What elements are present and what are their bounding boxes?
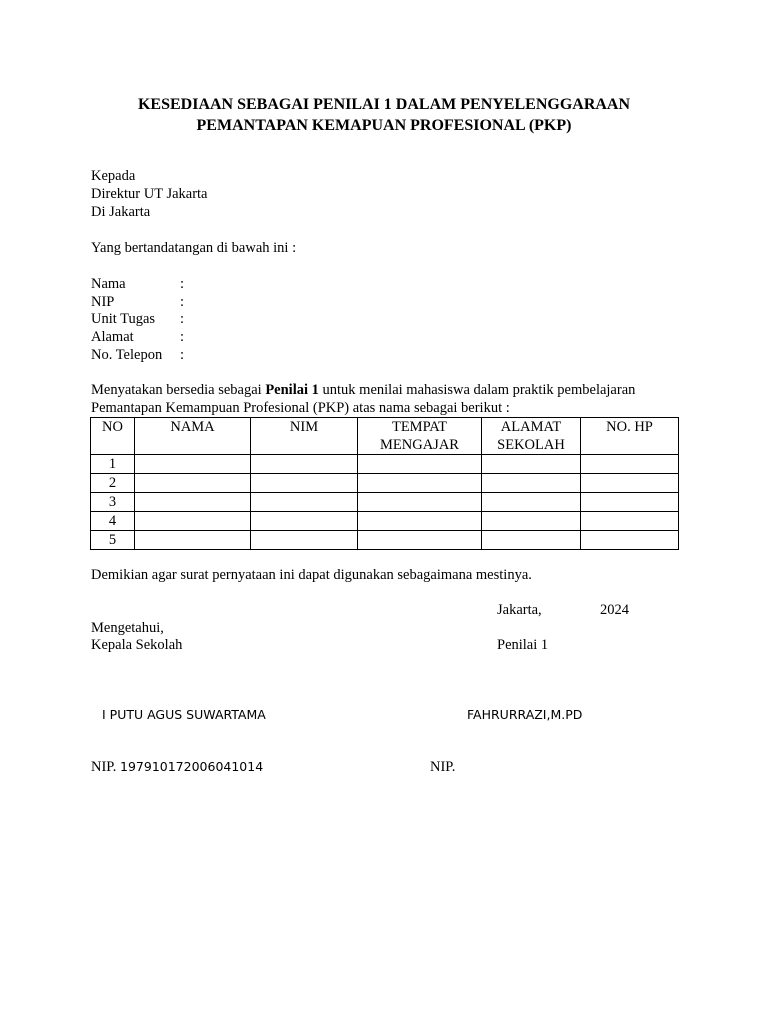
- recipient-line-3: Di Jakarta: [91, 204, 151, 220]
- row-number-cell: 1: [91, 455, 135, 474]
- field-colon-unit-tugas: :: [180, 311, 185, 327]
- tempat-cell: [358, 455, 482, 474]
- statement-line-2: Pemantapan Kemampuan Profesional (PKP) atas nama sebagai berikut :: [91, 400, 510, 416]
- nama-cell: [135, 474, 251, 493]
- field-label-nip: NIP: [91, 294, 115, 310]
- table-row: [91, 474, 679, 493]
- header-alamat-line-2: SEKOLAH: [497, 437, 565, 453]
- row-number-cell: 5: [91, 531, 135, 550]
- nim-cell: [251, 531, 358, 550]
- hp-cell: [581, 531, 679, 550]
- hp-cell: [581, 474, 679, 493]
- header-nim: [251, 418, 358, 455]
- nama-cell: [135, 512, 251, 531]
- nama-cell: [135, 455, 251, 474]
- left-sign-role: Kepala Sekolah: [91, 637, 183, 653]
- tempat-cell: [358, 474, 482, 493]
- field-colon-alamat: :: [180, 329, 185, 345]
- nim-cell: [251, 474, 358, 493]
- field-colon-nip: :: [180, 294, 185, 310]
- place-city: Jakarta,: [497, 602, 542, 618]
- field-label-unit-tugas: Unit Tugas: [91, 311, 156, 327]
- right-sign-name: FAHRURRAZI,M.PD: [467, 707, 583, 722]
- closing-text: Demikian agar surat pernyataan ini dapat digunakan sebagaimana mestinya.: [91, 567, 532, 583]
- alamat-cell: [482, 474, 581, 493]
- header-no: [91, 418, 135, 455]
- table-row: [91, 493, 679, 512]
- field-label-no-telepon: No. Telepon: [91, 347, 163, 363]
- tempat-cell: [358, 493, 482, 512]
- header-tempat-line-2: MENGAJAR: [380, 437, 459, 453]
- row-number-cell: 4: [91, 512, 135, 531]
- document-title-line-1: KESEDIAAN SEBAGAI PENILAI 1 DALAM PENYELENGGARAAN: [137, 96, 631, 113]
- header-no-hp: [581, 418, 679, 455]
- header-tempat-line-1: TEMPAT: [391, 419, 448, 435]
- tempat-cell: [358, 512, 482, 531]
- header-alamat-line-1: ALAMAT: [500, 419, 562, 435]
- field-label-nama: Nama: [91, 276, 126, 292]
- statement-suffix: untuk menilai mahasiswa dalam praktik pembelajaran: [318, 382, 636, 398]
- right-sign-nip-label: NIP.: [430, 759, 456, 775]
- table-row: [91, 531, 679, 550]
- header-alamat-sekolah: [482, 418, 581, 455]
- nim-cell: [251, 455, 358, 474]
- header-no-hp-text: NO. HP: [606, 419, 653, 435]
- left-nip-label: NIP.: [91, 759, 117, 775]
- statement-role-bold: Penilai 1: [265, 382, 319, 398]
- alamat-cell: [482, 455, 581, 474]
- statement-line-1: [91, 381, 635, 399]
- header-nim-text: NIM: [289, 419, 319, 435]
- header-nama: [135, 418, 251, 455]
- recipient-line-1: Kepada: [91, 168, 136, 184]
- nama-cell: [135, 493, 251, 512]
- header-tempat-mengajar: [358, 418, 482, 455]
- header-no-text: NO: [102, 419, 123, 435]
- table-header-row: [91, 418, 679, 455]
- left-sign-nip: [91, 758, 263, 776]
- recipient-line-2: Direktur UT Jakarta: [91, 186, 208, 202]
- nim-cell: [251, 493, 358, 512]
- alamat-cell: [482, 493, 581, 512]
- penilai-table: [90, 417, 679, 550]
- left-sign-mengetahui: Mengetahui,: [91, 620, 164, 636]
- nama-cell: [135, 531, 251, 550]
- table-row: [91, 512, 679, 531]
- field-colon-nama: :: [180, 276, 185, 292]
- table-row: [91, 455, 679, 474]
- right-sign-role: Penilai 1: [497, 637, 549, 653]
- hp-cell: [581, 455, 679, 474]
- header-nama-text: NAMA: [170, 419, 215, 435]
- intro-text: Yang bertandatangan di bawah ini :: [91, 240, 297, 256]
- alamat-cell: [482, 531, 581, 550]
- left-sign-name: I PUTU AGUS SUWARTAMA: [102, 707, 266, 722]
- left-nip-value: 197910172006041014: [120, 759, 264, 774]
- nim-cell: [251, 512, 358, 531]
- row-number-cell: 3: [91, 493, 135, 512]
- hp-cell: [581, 493, 679, 512]
- tempat-cell: [358, 531, 482, 550]
- hp-cell: [581, 512, 679, 531]
- document-title-line-2: PEMANTAPAN KEMAPUAN PROFESIONAL (PKP): [196, 117, 572, 134]
- place-year: 2024: [600, 602, 629, 618]
- alamat-cell: [482, 512, 581, 531]
- field-colon-no-telepon: :: [180, 347, 185, 363]
- statement-prefix: Menyatakan bersedia sebagai: [91, 382, 266, 398]
- row-number-cell: 2: [91, 474, 135, 493]
- field-label-alamat: Alamat: [91, 329, 134, 345]
